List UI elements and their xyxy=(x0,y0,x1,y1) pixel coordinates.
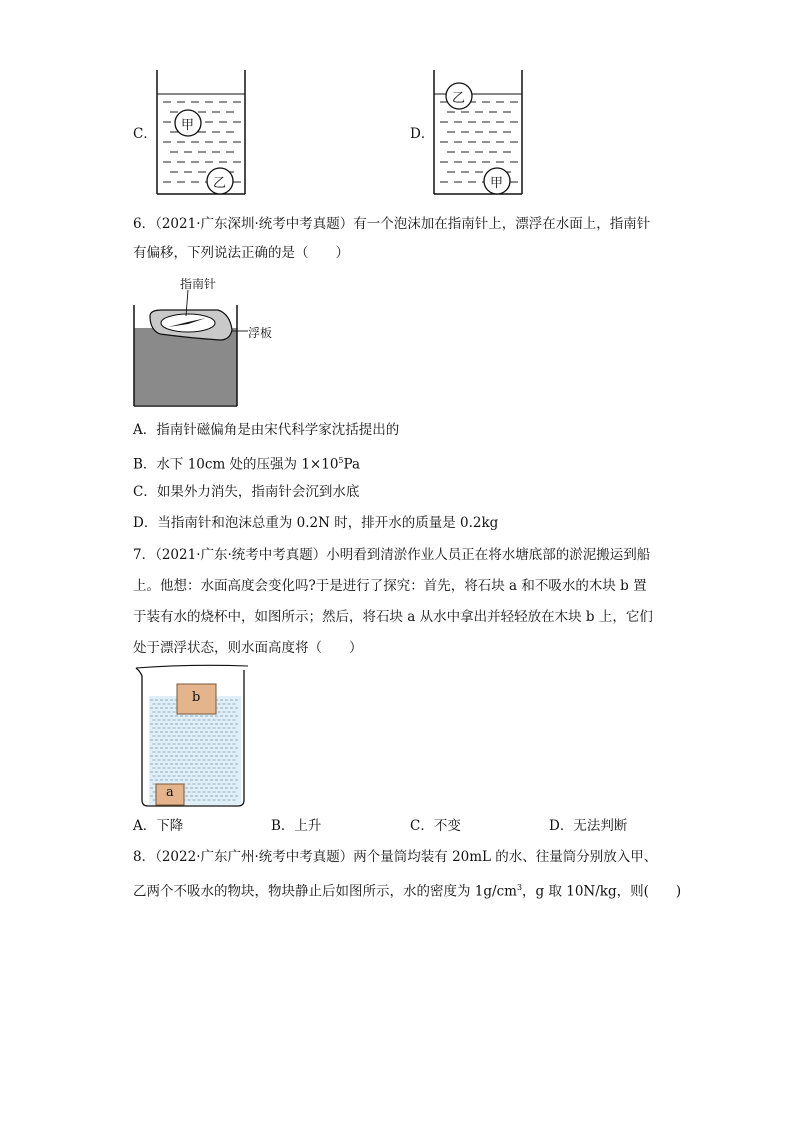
q6-option-d[interactable]: D．当指南针和泡沫总重为 0.2N 时，排开水的质量是 0.2kg xyxy=(133,515,499,531)
q6-option-b-unit: Pa xyxy=(343,456,361,473)
q7-stem-line4: 处于漂浮状态，则水面高度将（ ） xyxy=(133,640,363,656)
q7-block-a-label: a xyxy=(166,785,174,800)
q7-block-b-label: b xyxy=(192,690,201,705)
ball-d-upper-label: 乙 xyxy=(452,91,466,106)
q8-stem-line2-end: ，g 取 10N/kg，则( ) xyxy=(522,883,682,900)
q7-stem-line2: 上。他想：水面高度会变化吗?于是进行了探究：首先，将石块 a 和不吸水的木块 b 置 xyxy=(133,578,647,594)
q8-stem-line1: 8．（2022·广东广州·统考中考真题）两个量筒均装有 20mL 的水、往量筒分别放入甲、 xyxy=(133,849,658,865)
option-c-label: C． xyxy=(133,126,157,142)
ball-c-lower-label: 乙 xyxy=(213,176,227,191)
q6-option-b-text: B．水下 10cm 处的压强为 1×10 xyxy=(133,456,339,473)
q7-option-d[interactable]: D．无法判断 xyxy=(549,818,628,834)
q6-option-c[interactable]: C．如果外力消失，指南针会沉到水底 xyxy=(133,484,360,500)
q7-option-b[interactable]: B．上升 xyxy=(271,818,322,834)
q6-stem-line1: 6．（2021·广东深圳·统考中考真题）有一个泡沫加在指南针上，漂浮在水面上，指南针 xyxy=(133,216,651,232)
q7-stem-line1: 7．（2021·广东·统考中考真题）小明看到清淤作业人员正在将水塘底部的淤泥搬运到船 xyxy=(133,547,651,563)
ball-d-lower-label: 甲 xyxy=(490,176,504,191)
q8-density-exponent: 3 xyxy=(516,883,523,892)
q8-stem-line2-text: 乙两个不吸水的物块，物块静止后如图所示，水的密度为 1g/cm xyxy=(133,883,517,900)
q6-option-a[interactable]: A．指南针磁偏角是由宋代科学家沈括提出的 xyxy=(133,422,400,438)
q8-stem-line2 xyxy=(133,878,681,902)
q7-option-a[interactable]: A．下降 xyxy=(133,818,184,834)
ball-c-upper-label: 甲 xyxy=(181,118,195,133)
q6-label-compass: 指南针 xyxy=(180,277,217,291)
q7-option-c[interactable]: C．不变 xyxy=(410,818,461,834)
q7-stem-line3: 于装有水的烧杯中，如图所示；然后，将石块 a 从水中拿出并轻轻放在木块 b 上，它们 xyxy=(133,609,653,625)
q6-option-b-exponent: 5 xyxy=(338,456,344,465)
option-d-label: D． xyxy=(410,126,435,142)
q6-stem-line2: 有偏移，下列说法正确的是（ ） xyxy=(133,245,349,261)
q6-label-board: 浮板 xyxy=(248,326,273,340)
